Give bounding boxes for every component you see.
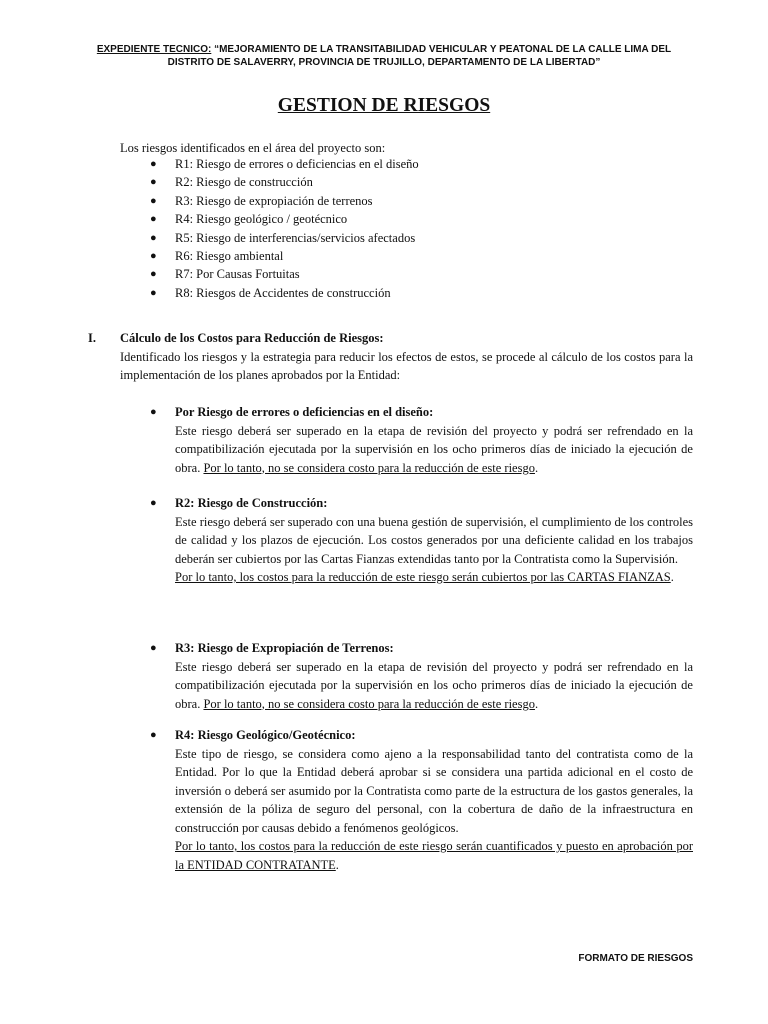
risk-list xyxy=(150,155,419,302)
bullet-icon: ● xyxy=(150,286,157,299)
risk-detail-r1 xyxy=(150,403,693,477)
risk-detail-heading: R4: Riesgo Geológico/Geotécnico: xyxy=(175,728,356,742)
risk-item: ● R7: Por Causas Fortuitas xyxy=(150,265,419,283)
bullet-icon: ● xyxy=(150,497,157,509)
risk-detail-conclusion: Por lo tanto, los costos para la reducción de este riesgo serán cuantificados y puesto en aprobación por la ENTIDAD CONTRATANTE. xyxy=(175,839,693,872)
header-line-1: “MEJORAMIENTO DE LA TRANSITABILIDAD VEHICULAR Y PEATONAL DE LA CALLE LIMA DEL xyxy=(211,44,672,55)
risk-item: ● R1: Riesgo de errores o deficiencias en el diseño xyxy=(150,155,419,173)
risk-item: ● R2: Riesgo de construcción xyxy=(150,173,419,191)
risk-item: ● R4: Riesgo geológico / geotécnico xyxy=(150,210,419,228)
page-title: GESTION DE RIESGOS xyxy=(277,95,491,116)
bullet-icon: ● xyxy=(150,729,157,741)
bullet-icon: ● xyxy=(150,176,157,189)
bullet-icon: ● xyxy=(150,249,157,262)
risk-detail-r4 xyxy=(150,726,693,874)
risk-detail-r3 xyxy=(150,639,693,713)
risk-detail-r2 xyxy=(150,494,693,587)
bullet-icon: ● xyxy=(150,406,157,418)
bullet-icon: ● xyxy=(150,194,157,207)
bullet-icon: ● xyxy=(150,213,157,226)
bullet-icon: ● xyxy=(150,642,157,654)
bullet-icon: ● xyxy=(150,231,157,244)
section-number: I. xyxy=(88,331,96,345)
header-label: EXPEDIENTE TECNICO: xyxy=(96,44,212,55)
risk-detail-text: Este riesgo deberá ser superado en la etapa de revisión del proyecto y podrá ser refrendado en la compatibilización ejecutada por la supervisión en los ocho primeros días de iniciado la ejecución de obra. Por lo tanto, no se considera costo para la reducción de este riesgo. xyxy=(175,659,693,711)
header-line-2: DISTRITO DE SALAVERRY, PROVINCIA DE TRUJILLO, DEPARTAMENTO DE LA LIBERTAD” xyxy=(167,57,601,68)
risk-item: ● R6: Riesgo ambiental xyxy=(150,247,419,265)
section-intro: Identificado los riesgos y la estrategia para reducir los efectos de estos, se procede al cálculo de los costos para la implementación de los planes aprobados por la Entidad: xyxy=(120,350,693,382)
page-footer: FORMATO DE RIESGOS xyxy=(578,953,693,964)
risk-detail-text: Este riesgo deberá ser superado en la etapa de revisión del proyecto y podrá ser refrendado en la compatibilización ejecutada por la supervisión en los ocho primeros días de iniciado la ejecución de obra. Por lo tanto, no se considera costo para la reducción de este riesgo. xyxy=(175,423,693,475)
risk-detail-heading: Por Riesgo de errores o deficiencias en el diseño: xyxy=(175,405,434,419)
bullet-icon: ● xyxy=(150,268,157,281)
risk-item: ● R5: Riesgo de interferencias/servicios afectados xyxy=(150,229,419,247)
risks-intro: Los riesgos identificados en el área del proyecto son: xyxy=(120,141,386,155)
risk-detail-conclusion: Por lo tanto, no se considera costo para la reducción de este riesgo xyxy=(203,696,535,711)
risk-detail-text: Este riesgo deberá ser superado con una buena gestión de supervisión, el cumplimiento de los controles de calidad y los plazos de ejecución. Los costos generados por una deficiente calidad en los trabajos deberán ser cubiertos por las Cartas Fianzas extendidas tanto por la Contratista como la Supervisión. xyxy=(175,514,693,566)
risk-detail-conclusion: Por lo tanto, no se considera costo para la reducción de este riesgo xyxy=(203,460,535,475)
risk-detail-heading: R2: Riesgo de Construcción: xyxy=(175,496,328,510)
bullet-icon: ● xyxy=(150,158,157,170)
risk-detail-conclusion: Por lo tanto, los costos para la reducción de este riesgo serán cubiertos por las CARTAS FIANZAS. xyxy=(175,570,674,584)
risk-item: ● R3: Riesgo de expropiación de terrenos xyxy=(150,192,419,210)
risk-detail-heading: R3: Riesgo de Expropiación de Terrenos: xyxy=(175,641,394,655)
risk-item: ● R8: Riesgos de Accidentes de construcción xyxy=(150,284,419,302)
document-header xyxy=(40,43,728,69)
risk-detail-text: Este tipo de riesgo, se considera como ajeno a la responsabilidad tanto del contratista como de la Entidad. Por lo que la Entidad deberá aprobar si se considera una partida adicional en el costo de inversión o deberá ser asumido por la Contratista como parte de la estructura de los gastos generales, la extensión de la póliza de seguro del personal, con la cobertura de daño de la infraestructura en construcción por causas debido a fenómenos geológicos. xyxy=(175,746,693,835)
section-title: Cálculo de los Costos para Reducción de Riesgos: xyxy=(120,331,384,345)
